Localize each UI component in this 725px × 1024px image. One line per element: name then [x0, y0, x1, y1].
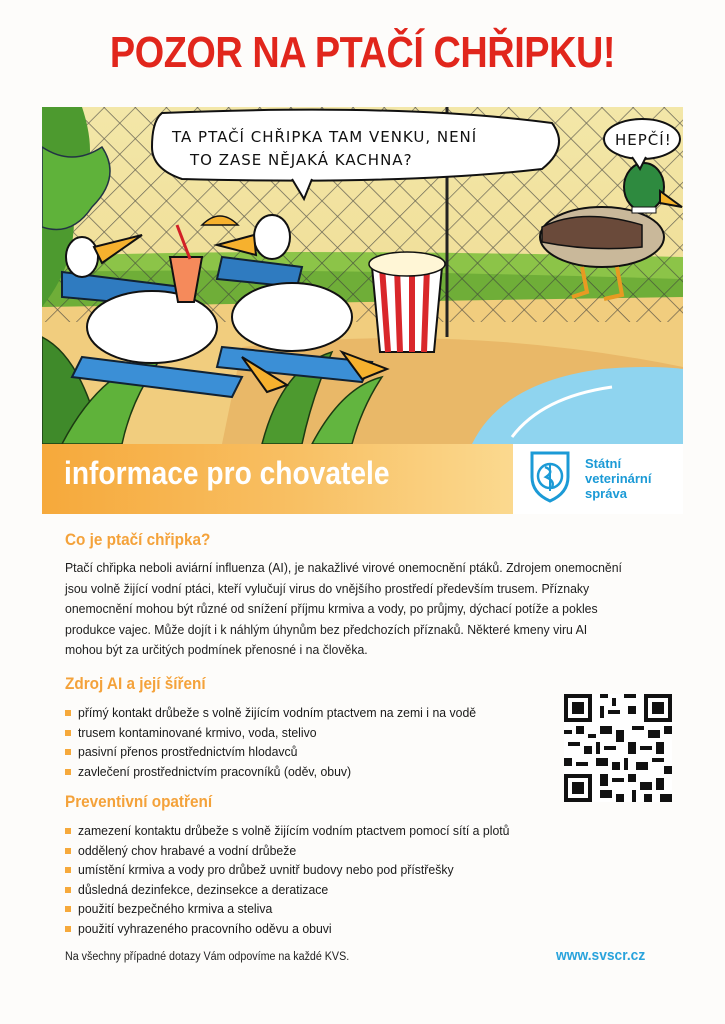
- list-item: pasivní přenos prostřednictvím hlodavců: [65, 742, 506, 762]
- source-list: [65, 703, 506, 781]
- section-heading-source: Zdroj AI a její šíření: [65, 674, 206, 693]
- para-line: produkce vajec. Může dojít i k náhlým úhynům bez předchozích příznaků. Některé kmeny viru AI: [65, 621, 588, 637]
- cartoon-illustration: [42, 107, 683, 444]
- para-line: jsou volně žijící vodní ptáci, kteří vylučují virus do vnějšího prostředí především trusem. Příznaky: [65, 580, 590, 596]
- bubble-left-line2: TO ZASE NĚJAKÁ KACHNA?: [190, 151, 413, 169]
- list-item: zavlečení prostřednictvím pracovníků (oděv, obuv): [65, 762, 506, 782]
- list-item: umístění krmiva a vody pro drůbež uvnitř budovy nebo pod přístřešky: [65, 860, 542, 880]
- list-item: oddělený chov hrabavé a vodní drůbeže: [65, 841, 542, 861]
- para-line: Ptačí chřipka neboli aviární influenza (AI), je nakažlivé virové onemocnění ptáků. Zdrojem onemocnění: [65, 560, 622, 575]
- section-paragraph-what-is: [65, 558, 675, 661]
- website-link[interactable]: www.svscr.cz: [556, 947, 646, 964]
- list-item: použití vyhrazeného pracovního oděvu a obuvi: [65, 919, 542, 939]
- list-item: použití bezpečného krmiva a steliva: [65, 899, 542, 919]
- section-heading-what-is: Co je ptačí chřipka?: [65, 530, 211, 549]
- bubble-left-line1: TA PTAČÍ CHŘIPKA TAM VENKU, NENÍ: [172, 128, 478, 146]
- list-item: přímý kontakt drůbeže s volně žijícím vodním ptactvem na zemi i na vodě: [65, 703, 506, 723]
- cartoon-scene: [42, 107, 683, 444]
- para-line: onemocnění mohou být různé od snížení příjmu krmiva a vody, po průjmy, dýchací potíže a pokles: [65, 601, 598, 616]
- banner-stripe: [42, 444, 513, 514]
- info-banner: [42, 444, 683, 514]
- section-heading-prevention: Preventivní opatření: [65, 792, 213, 811]
- prevention-list: [65, 821, 542, 939]
- list-item: trusem kontaminované krmivo, voda, stelivo: [65, 723, 506, 743]
- logo-line3: správa: [585, 486, 627, 501]
- list-item: zamezení kontaktu drůbeže s volně žijícím vodním ptactvem pomocí sítí a plotů: [65, 821, 542, 841]
- logo-line2: veterinární: [585, 471, 652, 486]
- svs-logo-text: [585, 456, 651, 501]
- logo-line1: Státní: [585, 456, 622, 471]
- page-title: POZOR NA PTAČÍ CHŘIPKU!: [109, 28, 616, 77]
- svs-shield-logo-icon: [528, 449, 572, 503]
- footer-note: Na všechny případné dotazy Vám odpovíme na každé KVS.: [65, 951, 350, 963]
- para-line: mohou být za určitých podmínek přenosné i na člověka.: [65, 642, 368, 657]
- banner-text: informace pro chovatele: [64, 455, 390, 491]
- list-item: důsledná dezinfekce, dezinsekce a deratizace: [65, 880, 542, 900]
- bubble-right: HEPČÍ!: [615, 131, 672, 149]
- qr-code-icon[interactable]: [564, 694, 672, 802]
